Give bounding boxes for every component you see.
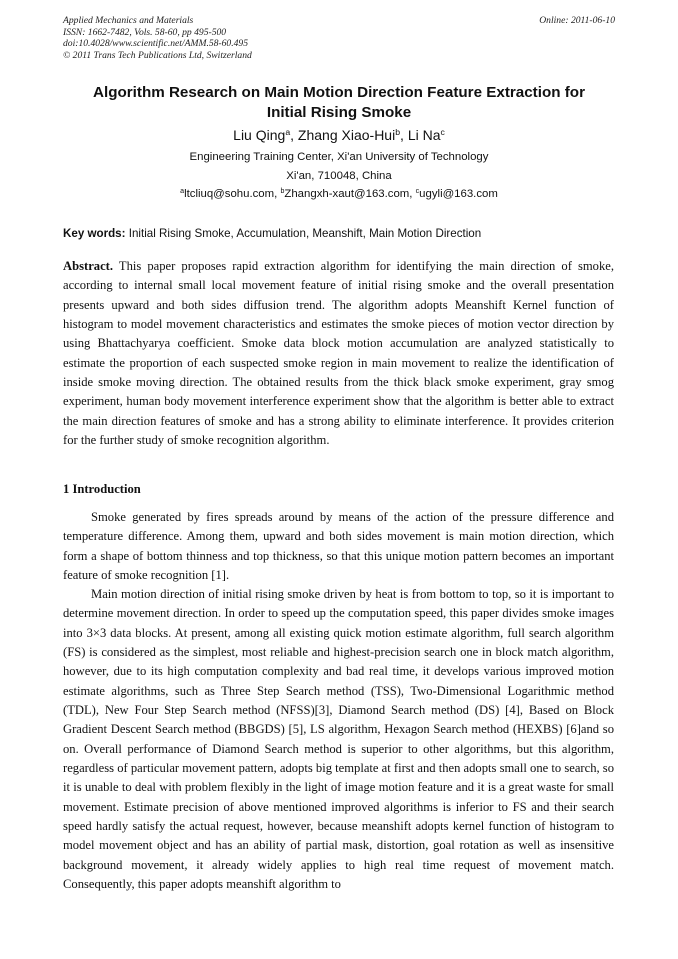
author-mark: a — [285, 127, 291, 138]
doi-line: doi:10.4028/www.scientific.net/AMM.58-60.495 — [63, 38, 249, 50]
title-line-2: Initial Rising Smoke — [266, 104, 412, 121]
journal-name: Applied Mechanics and Materials — [63, 15, 194, 26]
email-mark: b — [280, 188, 285, 196]
affiliation-address: Xi'an, 710048, China — [286, 170, 392, 182]
online-date: Online: 2011-06-10 — [539, 15, 615, 26]
author-list: Liu Qing$^a$, Zhang Xiao-Hui$^b$, Li Na$^c$ — [233, 127, 445, 143]
author-name: Liu Qing — [233, 127, 286, 143]
abstract-text: This paper proposes rapid extraction algorithm for identifying the main direction of smoke, according to internal small local movement feature of initial rising smoke and the overall presentation presents upward and both sides diffusion trend. The algorithm adopts Meanshift Kernel function of histogram to model movement characteristics and estimates the smoke pieces of motion vector direction by using Bhattachyarya coefficient. Smoke data block motion accumulation are analyzed statistically to estimate the proportion of each suspected smoke region in main movement to realize the identification of inside smoke moving direction. The obtained results from the thick black smoke experiment, gray smog experiment, human body movement interference experiment show that the algorithm is better able to extract the main direction features of smoke and has a strong ability to eliminate interference. It provides criterion for the further study of smoke recognition algorithm. — [63, 259, 614, 448]
author-mark: b — [395, 127, 401, 138]
email-mark: a — [180, 188, 185, 196]
keywords-label: Key words: — [63, 227, 126, 240]
body-paragraph: Smoke generated by fires spreads around by means of the action of the pressure difference and temperature difference. Among them, upward and both sides movement is main motion direction, which form a shape of bottom thinness and top thickness, so that this unique motion pattern becomes an important feature of smoke recognition [1]. — [63, 510, 614, 583]
email-link[interactable]: Zhangxh-xaut@163.com, — [284, 188, 413, 200]
section-heading: 1 Introduction — [63, 482, 141, 496]
email-link[interactable]: ltcliuq@sohu.com, — [184, 188, 278, 200]
email-link[interactable]: ugyli@163.com — [419, 188, 498, 200]
keywords — [63, 227, 481, 240]
author-name: Li Na — [407, 127, 441, 143]
affiliation-institution: Engineering Training Center, Xi'an University of Technology — [189, 151, 489, 163]
author-name: Zhang Xiao-Hui — [297, 127, 396, 143]
keywords-text: Initial Rising Smoke, Accumulation, Meanshift, Main Motion Direction — [128, 227, 482, 240]
author-mark: c — [440, 127, 445, 138]
email-mark: c — [415, 188, 420, 196]
journal-header — [63, 15, 252, 61]
abstract-label: Abstract. — [63, 259, 114, 273]
abstract — [63, 257, 614, 450]
affiliation-emails — [63, 187, 615, 201]
body-paragraph: Main motion direction of initial rising smoke driven by heat is from bottom to top, so it is important to determine movement direction. In order to speed up the computation speed, this paper divides smoke images into 3×3 data blocks. At present, among all existing quick motion estimate algorithm, full search algorithm (FS) is considered as the simplest, most reliable and highest-precision search one in block match algorithm, however, due to its high computation complexity and bad real time, it develops various improved motion estimate algorithms, such as Three Step Search method (TSS), Two-Dimensional Logarithmic method (TDL), New Four Step Search method (NFSS)[3], Diamond Search method (DS) [4], Based on Block Gradient Descent Search method (BBGDS) [5], LS algorithm, Hexagon Search method (HEXBS) [6]and so on. Overall performance of Diamond Search method is superior to other algorithms, but this algorithm, regardless of particular movement pattern, adopts big template at first and then adopts small one to search, so it is unable to deal with problem flexibly in the light of image motion feature and it is a great waste for small movement. Estimate precision of above mentioned improved algorithms is inferior to FS and their search speed hardly satisfy the actual request, however, because meanshift adopts kernel function of histogram to model movement object and has an ability of partial mask, distortion, goal rotation as well as insensitive background movement, it already widely applies to high real time request of movement match. Consequently, this paper adopts meanshift algorithm to — [63, 587, 614, 892]
title-line-1: Algorithm Research on Main Motion Direction Feature Extraction for — [93, 84, 585, 101]
issn-line: ISSN: 1662-7482, Vols. 58-60, pp 495-500 — [63, 26, 227, 38]
paper-title — [63, 83, 615, 123]
copyright-line: © 2011 Trans Tech Publications Ltd, Switzerland — [63, 49, 252, 61]
